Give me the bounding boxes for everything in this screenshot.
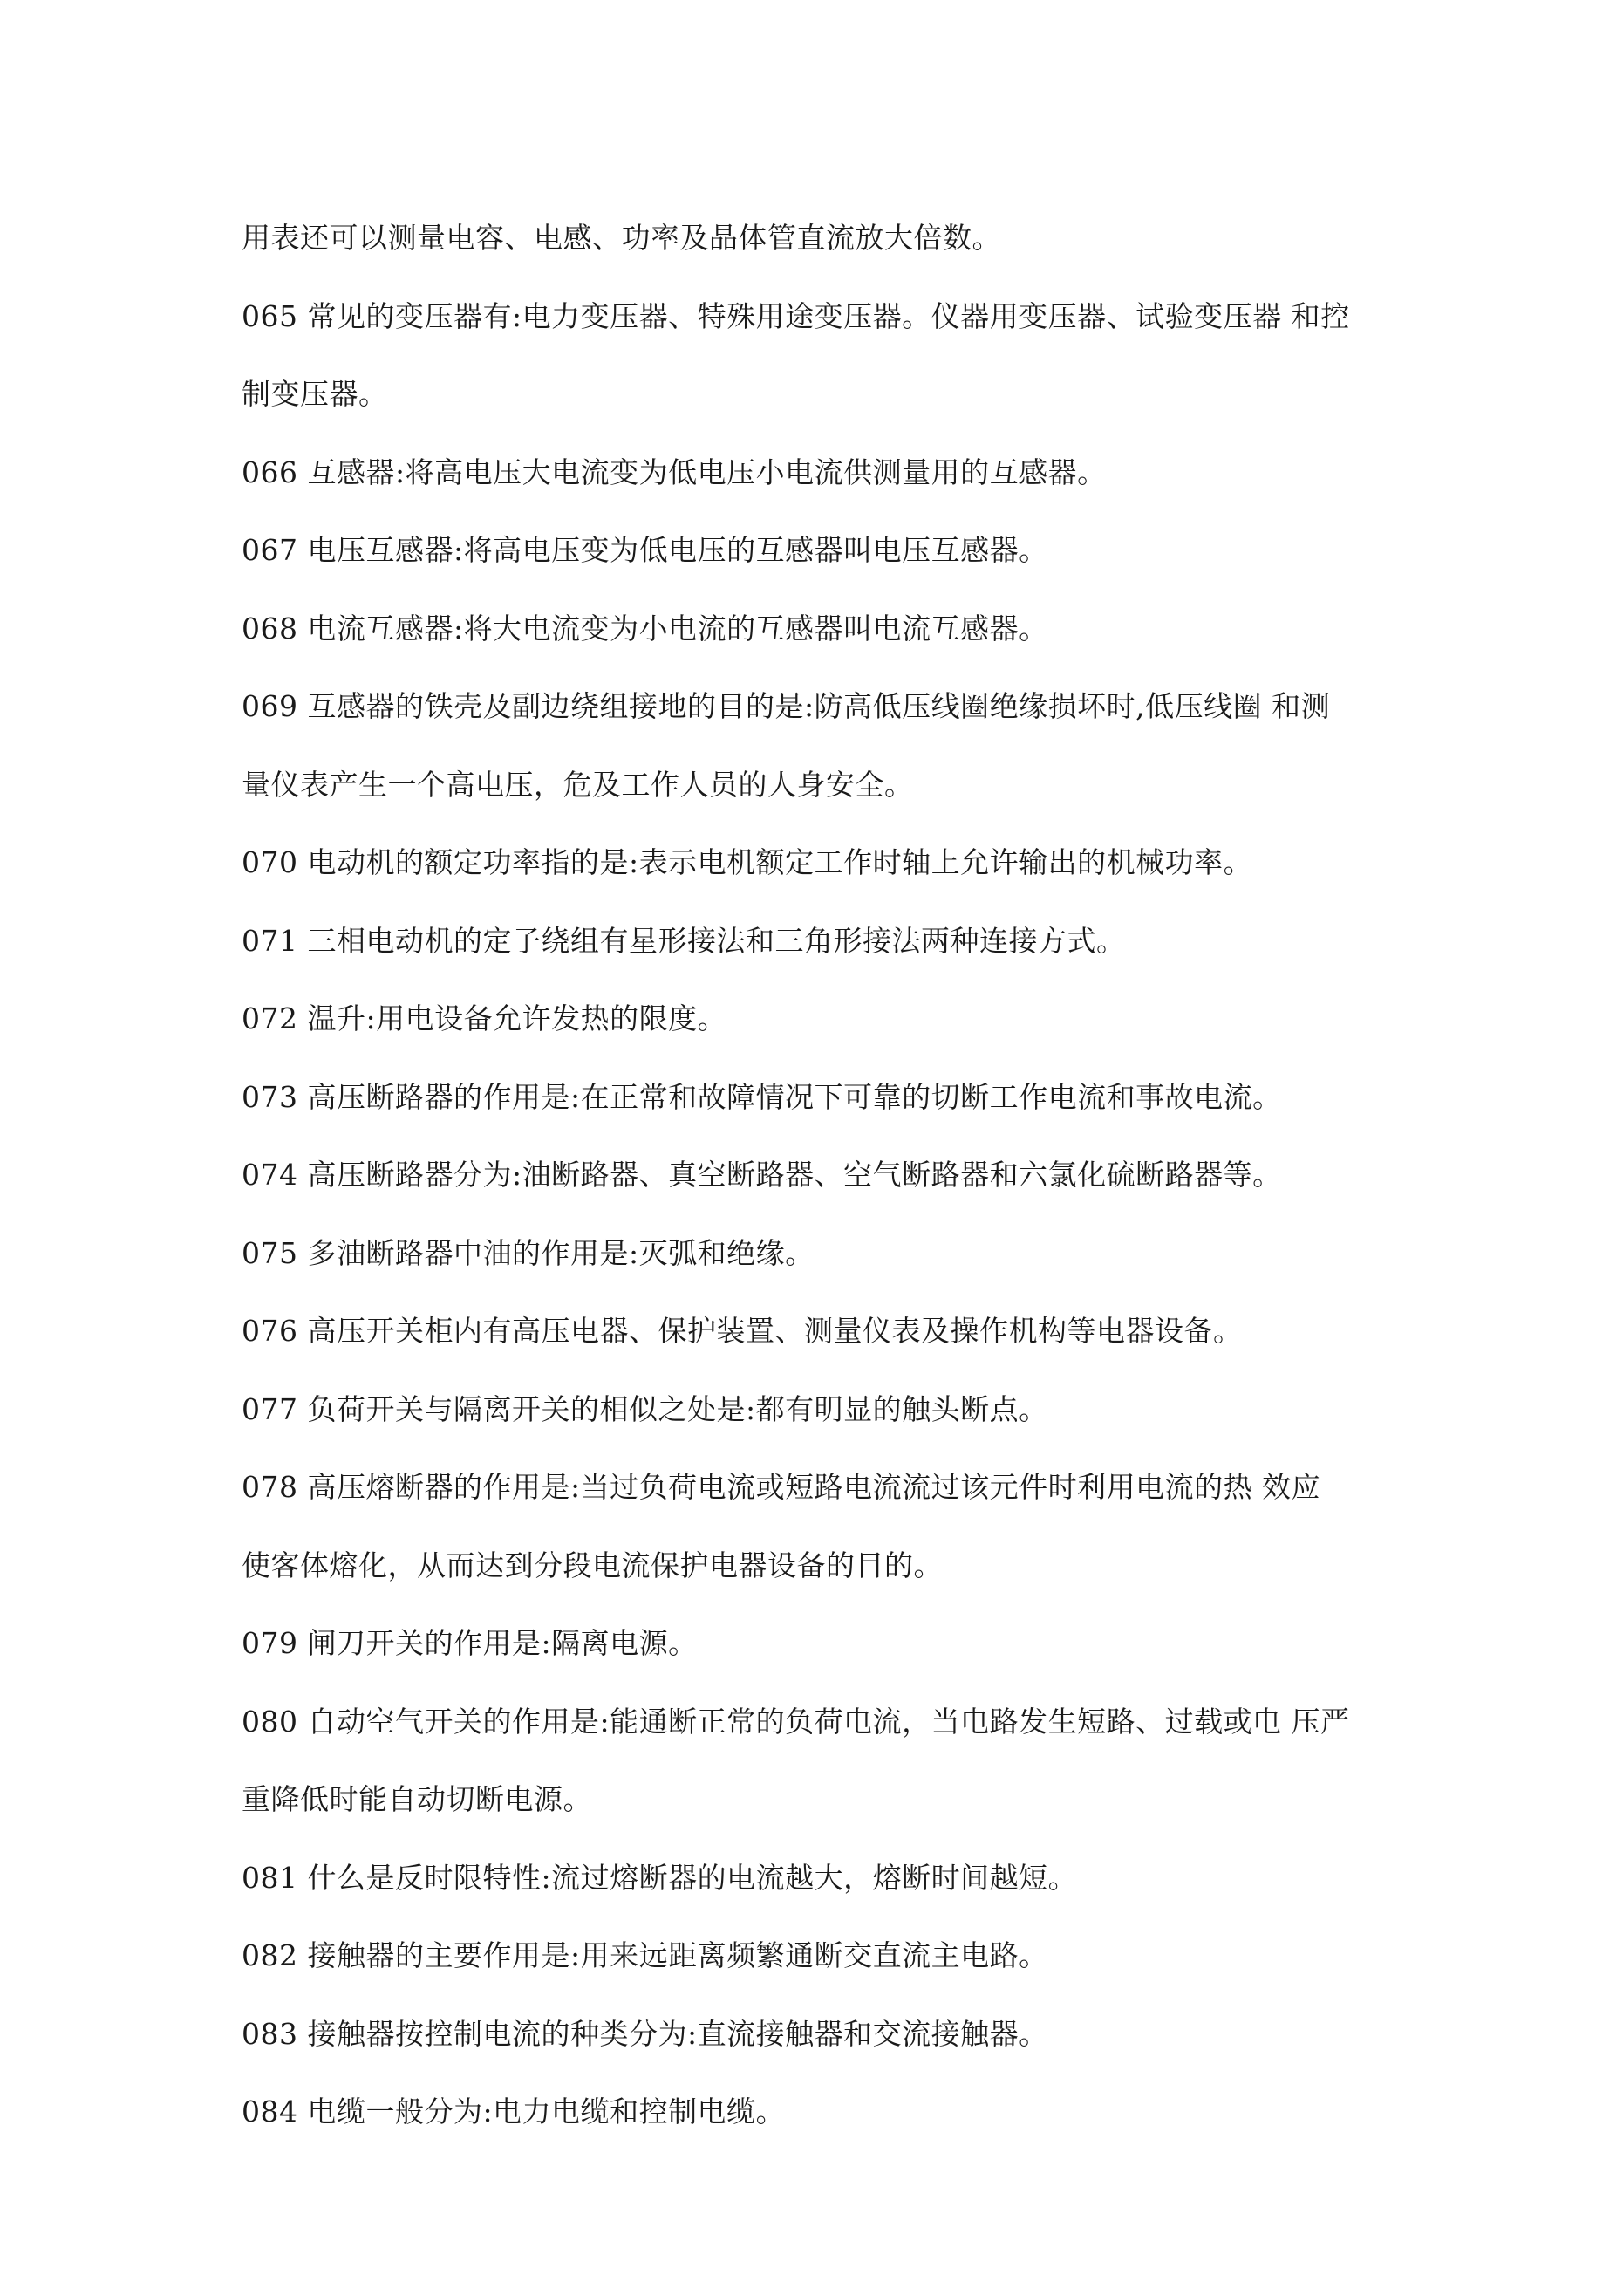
text-line: 使客体熔化，从而达到分段电流保护电器设备的目的。 xyxy=(242,1548,943,1582)
text-line: 076 高压开关柜内有高压电器、保护装置、测量仪表及操作机构等电器设备。 xyxy=(242,1314,1243,1348)
text-line: 074 高压断路器分为:油断路器、真空断路器、空气断路器和六氯化硫断路器等。 xyxy=(242,1158,1282,1192)
text-line: 用表还可以测量电容、电感、功率及晶体管直流放大倍数。 xyxy=(242,221,1001,255)
text-line: 重降低时能自动切断电源。 xyxy=(242,1782,592,1816)
text-line: 量仪表产生一个高电压，危及工作人员的人身安全。 xyxy=(242,767,914,802)
text-line: 084 电缆一般分为:电力电缆和控制电缆。 xyxy=(242,2094,786,2129)
text-line: 083 接触器按控制电流的种类分为:直流接触器和交流接触器。 xyxy=(242,2016,1048,2051)
text-line: 081 什么是反时限特性:流过熔断器的电流越大，熔断时间越短。 xyxy=(242,1860,1078,1895)
text-line: 078 高压熔断器的作用是:当过负荷电流或短路电流流过该元件时利用电流的热 效应 xyxy=(242,1470,1321,1504)
text-line: 073 高压断路器的作用是:在正常和故障情况下可靠的切断工作电流和事故电流。 xyxy=(242,1079,1282,1114)
text-line: 065 常见的变压器有:电力变压器、特殊用途变压器。仪器用变压器、试验变压器 和控 xyxy=(242,298,1350,333)
text-line: 制变压器。 xyxy=(242,377,388,411)
text-line: 075 多油断路器中油的作用是:灭弧和绝缘。 xyxy=(242,1235,815,1270)
text-line: 068 电流互感器:将大电流变为小电流的互感器叫电流互感器。 xyxy=(242,611,1048,646)
text-line: 072 温升:用电设备允许发热的限度。 xyxy=(242,1001,727,1035)
text-line: 079 闸刀开关的作用是:隔离电源。 xyxy=(242,1626,698,1660)
document-body xyxy=(242,199,1410,2151)
text-line: 067 电压互感器:将高电压变为低电压的互感器叫电压互感器。 xyxy=(242,533,1048,567)
text-line: 082 接触器的主要作用是:用来远距离频繁通断交直流主电路。 xyxy=(242,1938,1048,1972)
text-line: 080 自动空气开关的作用是:能通断正常的负荷电流，当电路发生短路、过载或电 压严 xyxy=(242,1704,1350,1739)
text-line: 077 负荷开关与隔离开关的相似之处是:都有明显的触头断点。 xyxy=(242,1391,1048,1426)
text-line: 069 互感器的铁壳及副边绕组接地的目的是:防高低压线圈绝缘损坏时,低压线圈 和测 xyxy=(242,689,1331,723)
text-line: 070 电动机的额定功率指的是:表示电机额定工作时轴上允许输出的机械功率。 xyxy=(242,845,1253,879)
text-line: 071 三相电动机的定子绕组有星形接法和三角形接法两种连接方式。 xyxy=(242,923,1126,958)
text-line: 066 互感器:将高电压大电流变为低电压小电流供测量用的互感器。 xyxy=(242,454,1107,489)
